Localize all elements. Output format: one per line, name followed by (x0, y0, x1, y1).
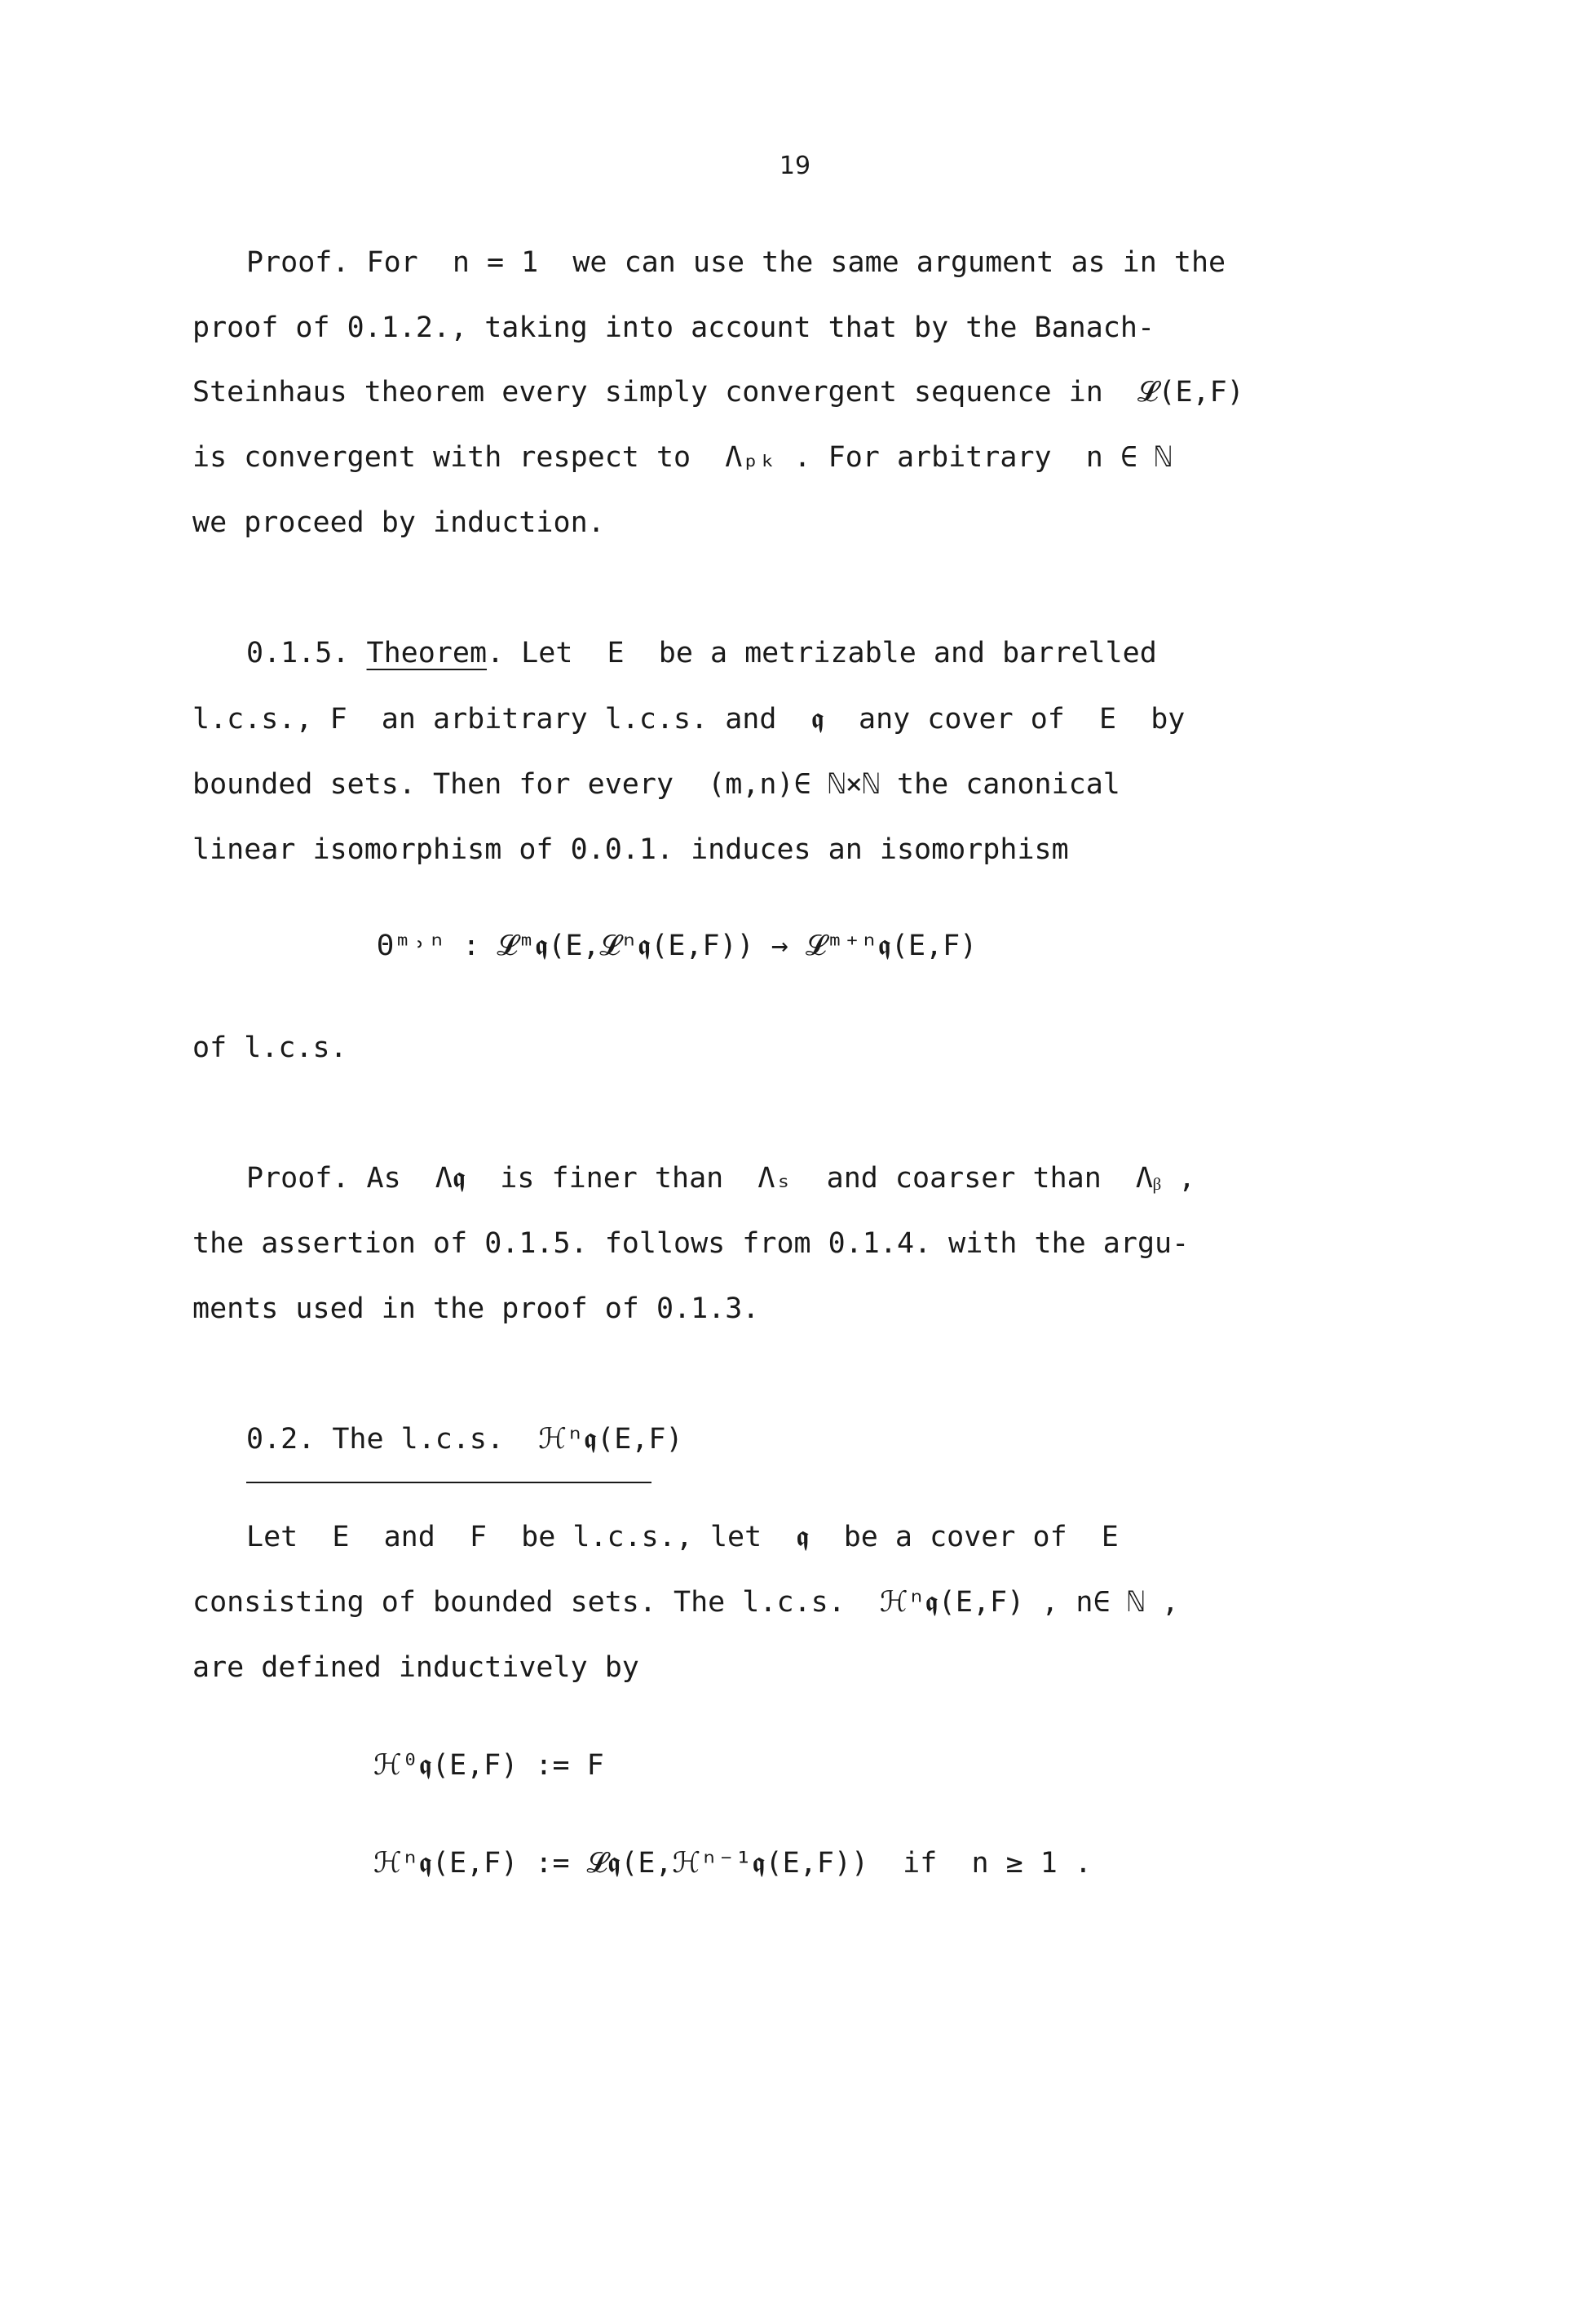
proof1-line-5: we proceed by induction. (192, 506, 605, 539)
section-heading: 0.2. The l.c.s. ℋⁿ𝖖(E,F) (246, 1423, 683, 1456)
section-line-1: Let E and F be l.c.s., let 𝖖 be a cover of E (246, 1521, 1119, 1553)
theorem-line-3: bounded sets. Then for every (m,n)∈ ℕ×ℕ the canonical (192, 768, 1120, 801)
section-line-3: are defined inductively by (192, 1651, 639, 1684)
section-heading-rule (246, 1482, 651, 1483)
definition-1: ℋ⁰𝖖(E,F) := F (373, 1749, 604, 1782)
theorem-line-1 (246, 639, 1157, 668)
theorem-after: of l.c.s. (192, 1032, 347, 1064)
page-number: 19 (779, 152, 811, 180)
theorem-line-4: linear isomorphism of 0.0.1. induces an isomorphism (192, 833, 1069, 866)
proof2-line-1: Proof. As Λ𝖖 is finer than Λₛ and coarser than Λᵦ , (246, 1162, 1196, 1195)
definition-2: ℋⁿ𝖖(E,F) := 𝓛𝖖(E,ℋⁿ⁻¹𝖖(E,F)) if n ≥ 1 . (373, 1847, 1092, 1880)
proof2-line-2: the assertion of 0.1.5. follows from 0.1.4. with the argu- (192, 1227, 1190, 1260)
theorem-formula: Θᵐ˒ⁿ : 𝓛ᵐ𝖖(E,𝓛ⁿ𝖖(E,F)) → 𝓛ᵐ⁺ⁿ𝖖(E,F) (377, 930, 978, 962)
proof1-line-1: Proof. For n = 1 we can use the same argument as in the (246, 246, 1226, 279)
theorem-line-2: l.c.s., F an arbitrary l.c.s. and 𝖖 any cover of E by (192, 703, 1186, 736)
proof1-line-2: proof of 0.1.2., taking into account that by the Banach- (192, 311, 1155, 344)
theorem-number: 0.1.5. (246, 637, 367, 669)
proof1-line-4: is convergent with respect to Λₚₖ . For arbitrary n ∈ ℕ (192, 441, 1173, 474)
theorem-title: Theorem (366, 637, 488, 669)
proof1-line-3: Steinhaus theorem every simply convergent sequence in 𝓛(E,F) (192, 376, 1244, 409)
theorem-line-1-text: . Let E be a metrizable and barrelled (487, 637, 1157, 669)
proof2-line-3: ments used in the proof of 0.1.3. (192, 1292, 760, 1325)
section-line-2: consisting of bounded sets. The l.c.s. ℋⁿ𝖖(E,F) , n∈ ℕ , (192, 1586, 1179, 1619)
